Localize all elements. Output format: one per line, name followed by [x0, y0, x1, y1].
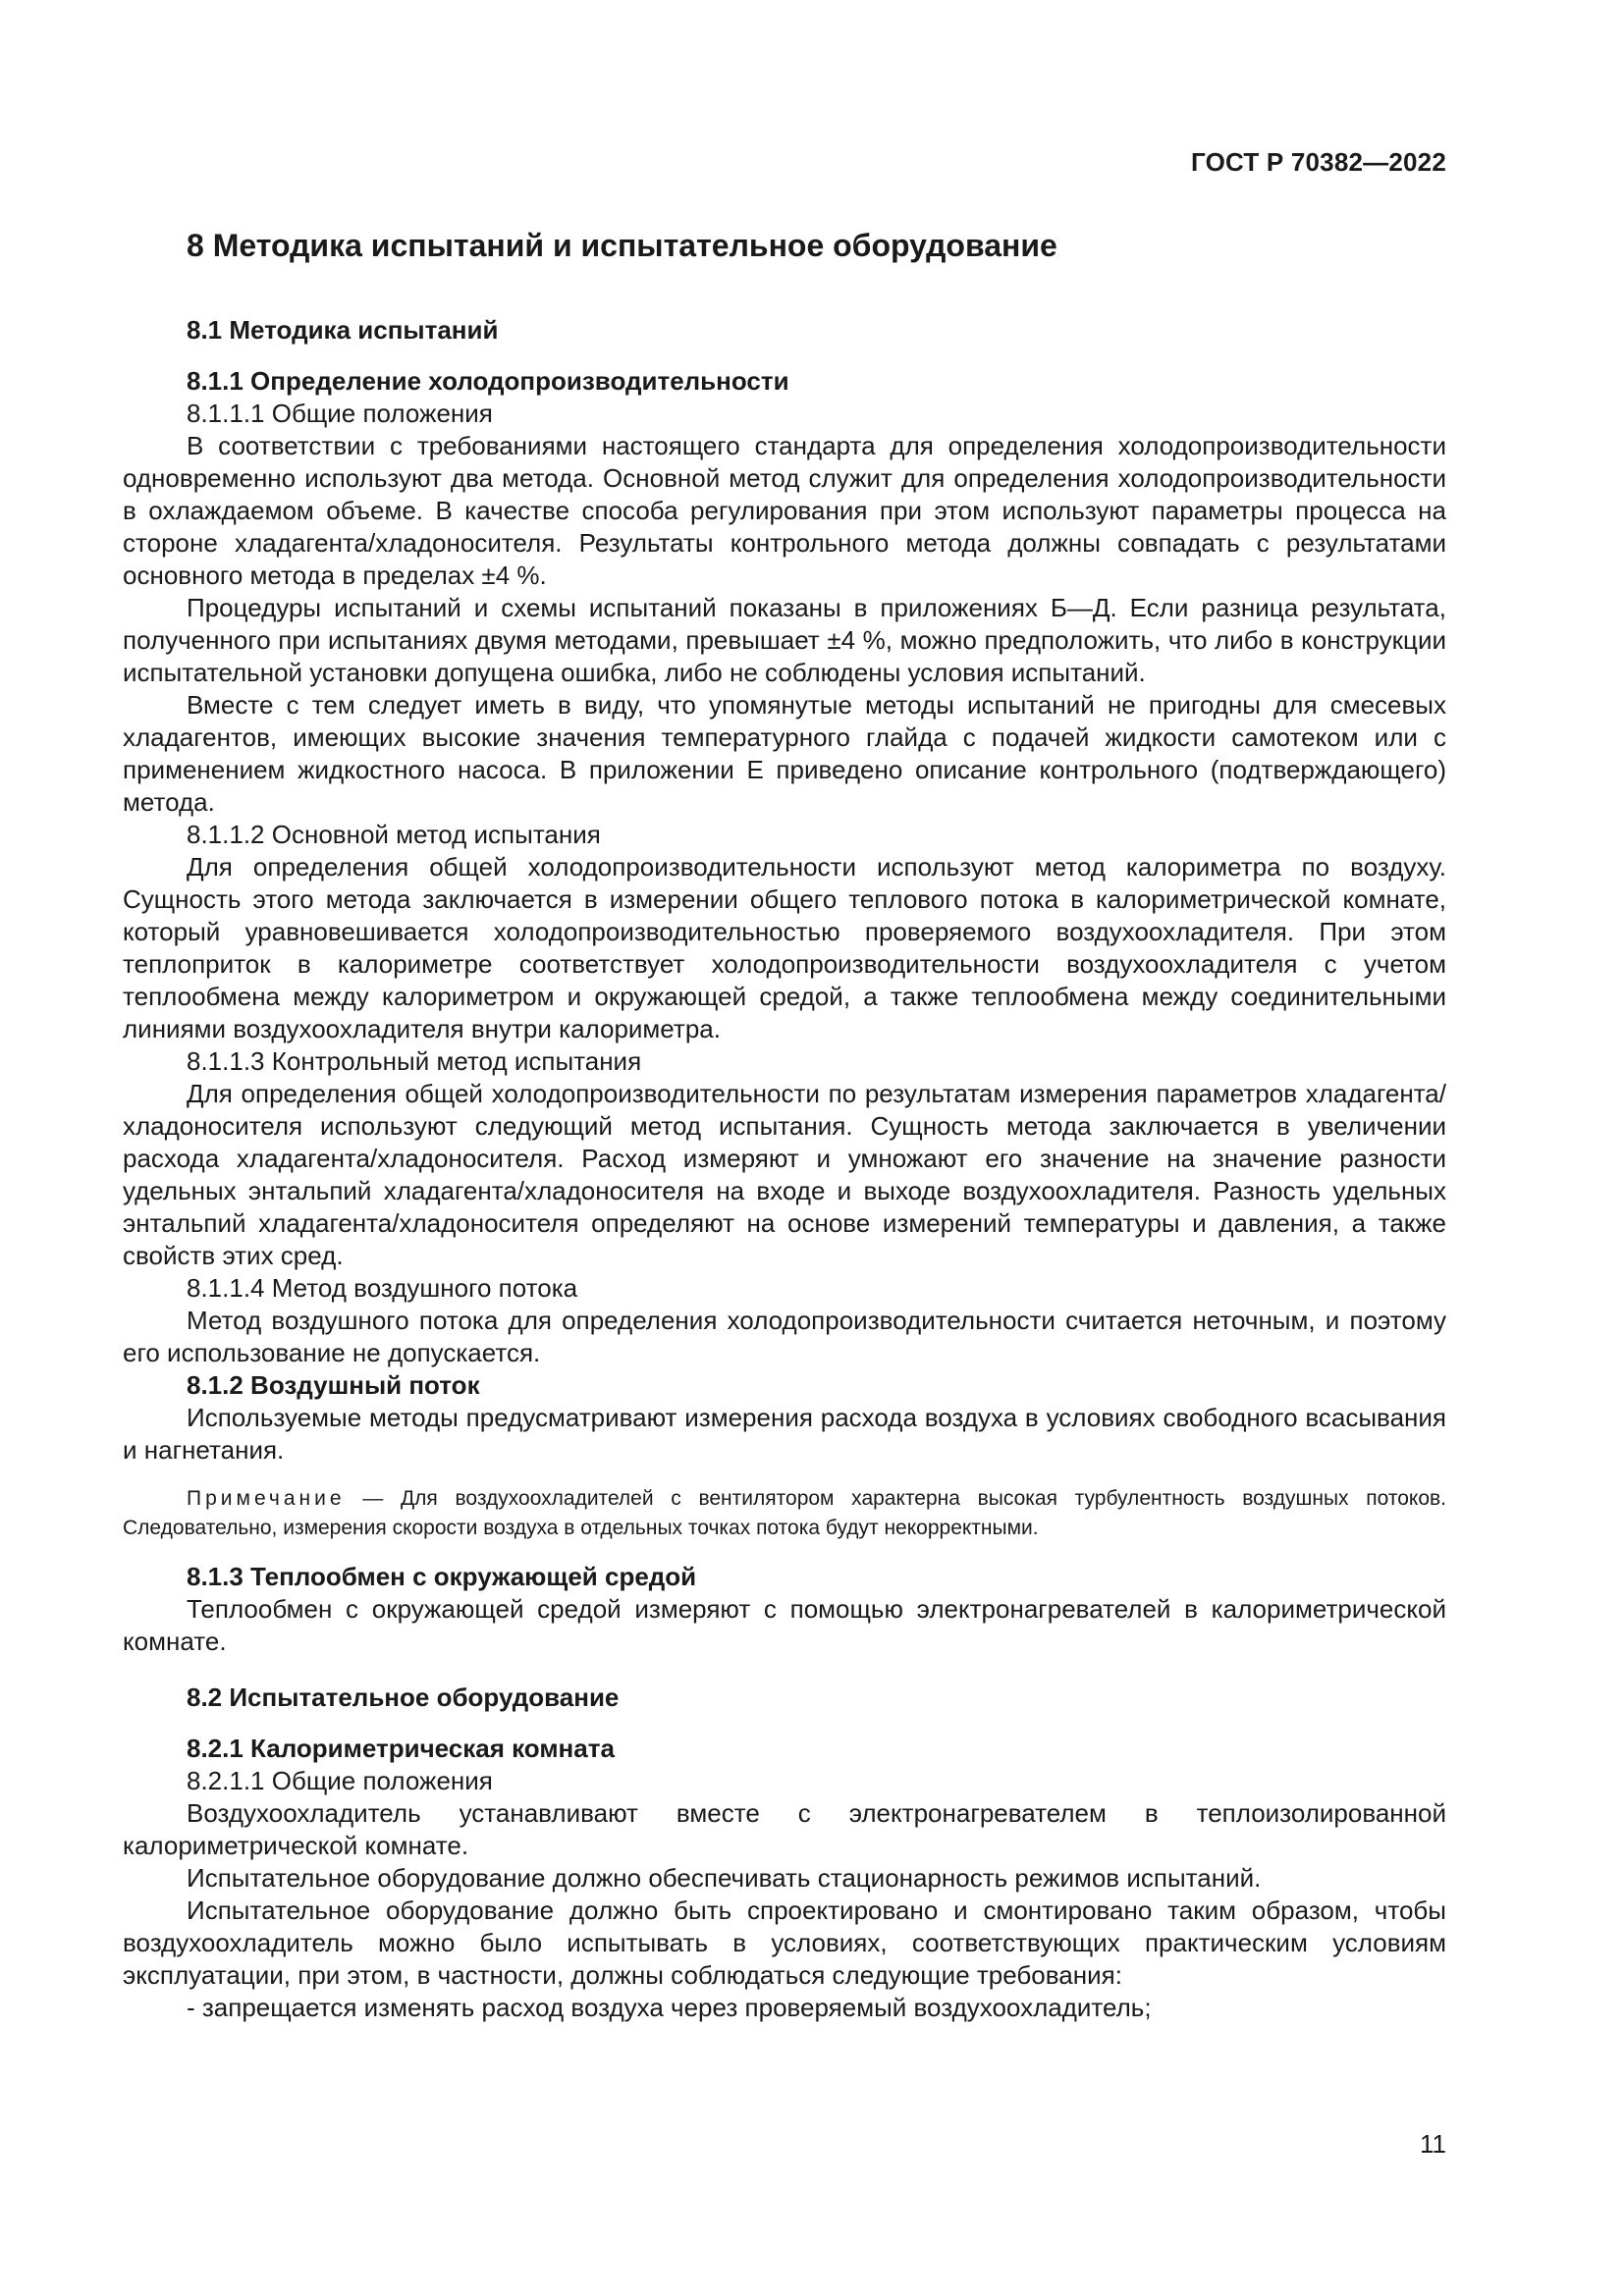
paragraph: Используемые методы предусматривают измерения расхода воздуха в условиях свободного всасывания и нагнетания. — [123, 1403, 1446, 1465]
clause-8-1-1-4-title: 8.1.1.4 Метод воздушного потока — [187, 1273, 578, 1303]
paragraph: Для определения общей холодопроизводительности используют метод калориметра по воздуху. Сущность этого метода заключается в измерении общего теплового потока в калориметрической комнате, который уравновешивается холодопроизводительностью проверяемого воздухоохладителя. При этом теплоприток в калориметре соответствует холодопроизводительности воздухоохладителя с учетом теплообмена между калориметром и окружающей средой, а также теплообмена между соединительными линиями воздухоохладителя внутри калориметра. — [123, 852, 1446, 1043]
paragraph: Воздухоохладитель устанавливают вместе с электронагревателем в теплоизолированной калориметрической комнате. — [123, 1798, 1446, 1860]
page-number: 11 — [1420, 2129, 1446, 2159]
document-code: ГОСТ Р 70382—2022 — [1191, 147, 1446, 177]
clause-8-2-1-1-title: 8.2.1.1 Общие положения — [187, 1766, 493, 1795]
subsection-8-1-title: 8.1 Методика испытаний — [187, 315, 499, 345]
paragraph: Испытательное оборудование должно быть спроектировано и смонтировано таким образом, чтобы воздухоохладитель можно было испытывать в условиях, соответствующих практическим условиям эксплуатации, при этом, в частности, должны соблюдаться следующие требования: — [123, 1896, 1446, 1990]
subsection-8-1-3-title: 8.1.3 Теплообмен с окружающей средой — [187, 1562, 697, 1591]
note-text: — Для воздухоохладителей с вентилятором характерна высокая турбулентность воздушных потоков. Следовательно, измерения скорости воздуха в отдельных точках потока будут некорректными. — [123, 1487, 1446, 1539]
note-label: Примечание — [187, 1487, 346, 1510]
subsection-8-2-1-title: 8.2.1 Калориметрическая комната — [187, 1734, 615, 1763]
document-body — [123, 222, 1446, 2024]
section-title: 8 Методика испытаний и испытательное оборудование — [187, 228, 1057, 263]
clause-8-1-1-2-title: 8.1.1.2 Основной метод испытания — [187, 820, 601, 849]
clause-8-1-1-3-title: 8.1.1.3 Контрольный метод испытания — [187, 1046, 642, 1076]
paragraph: Вместе с тем следует иметь в виду, что упомянутые методы испытаний не пригодны для смесевых хладагентов, имеющих высокие значения температурного глайда с подачей жидкости самотеком или с применением жидкостного насоса. В приложении Е приведено описание контрольного (подтверждающего) метода. — [123, 690, 1446, 817]
paragraph: Процедуры испытаний и схемы испытаний показаны в приложениях Б—Д. Если разница результата, полученного при испытаниях двумя методами, превышает ±4 %, можно предположить, что либо в конструкции испытательной установки допущена ошибка, либо не соблюдены условия испытаний. — [123, 593, 1446, 687]
note — [123, 1484, 1446, 1543]
clause-8-1-1-1-title: 8.1.1.1 Общие положения — [187, 399, 493, 428]
list-item: - запрещается изменять расход воздуха через проверяемый воздухоохладитель; — [187, 1993, 1152, 2022]
subsection-8-1-1-title: 8.1.1 Определение холодопроизводительности — [187, 366, 789, 396]
paragraph: Теплообмен с окружающей средой измеряют с помощью электронагревателей в калориметрической комнате. — [123, 1594, 1446, 1656]
subsection-8-2-title: 8.2 Испытательное оборудование — [187, 1682, 620, 1712]
paragraph: Для определения общей холодопроизводительности по результатам измерения параметров хладагента/хладоносителя используют следующий метод испытания. Сущность метода заключается в увеличении расхода хладагента/хладоносителя. Расход измеряют и умножают его значение на значение разности удельных энтальпий хладагента/хладоносителя на входе и выходе воздухоохладителя. Разность удельных энтальпий хладагента/хладоносителя определяют на основе измерений температуры и давления, а также свойств этих сред. — [123, 1079, 1446, 1270]
paragraph: Испытательное оборудование должно обеспечивать стационарность режимов испытаний. — [187, 1863, 1262, 1893]
subsection-8-1-2-title: 8.1.2 Воздушный поток — [187, 1370, 480, 1400]
paragraph: В соответствии с требованиями настоящего стандарта для определения холодопроизводительности одновременно используют два метода. Основной метод служит для определения холодопроизводительности в охлаждаемом объеме. В качестве способа регулирования при этом используют параметры процесса на стороне хладагента/хладоносителя. Результаты контрольного метода должны совпадать с результатами основного метода в пределах ±4 %. — [123, 431, 1446, 590]
paragraph: Метод воздушного потока для определения холодопроизводительности считается неточным, и поэтому его использование не допускается. — [123, 1306, 1446, 1367]
